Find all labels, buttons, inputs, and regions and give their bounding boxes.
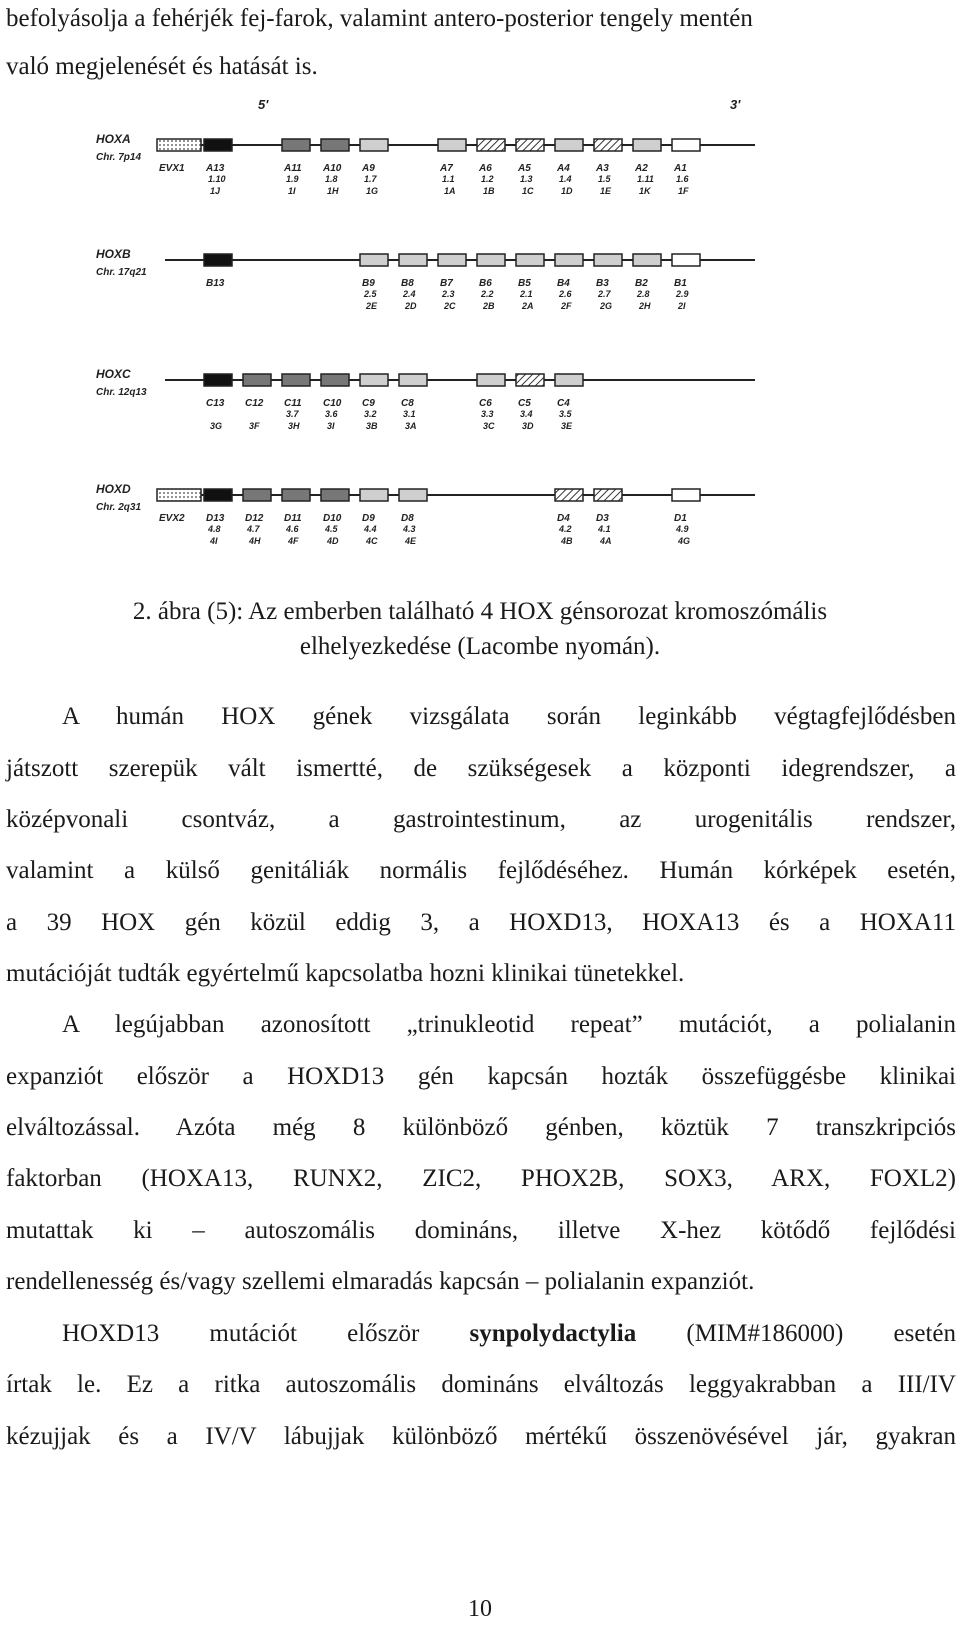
cluster-chromosome: Chr. 7p14 — [96, 152, 142, 163]
gene-alt-number: 2.8 — [637, 289, 650, 299]
gene-alt-code: 1H — [327, 186, 339, 196]
gene-alt-code: 3A — [405, 421, 417, 431]
gene-label: B3 — [596, 278, 609, 289]
gene-alt-code: 4F — [288, 536, 299, 546]
cluster-name: HOXD — [96, 482, 131, 496]
page-number: 10 — [468, 1596, 492, 1622]
gene-alt-code: 4H — [249, 536, 261, 546]
gene-alt-code: 2B — [483, 301, 495, 311]
body-line-6: mutációját tudták egyértelmű kapcsolatba hozni klinikai tünetekkel. — [6, 960, 685, 987]
gene-box — [672, 489, 700, 501]
gene-box — [438, 139, 466, 151]
gene-alt-code: 4E — [405, 536, 417, 546]
body-line-11: mutattak ki – autoszomális domináns, illetve X-hez kötődő fejlődési — [6, 1217, 956, 1244]
cluster-chromosome: Chr. 12q13 — [96, 387, 147, 398]
cluster-chromosome: Chr. 17q21 — [96, 267, 147, 278]
gene-label: C4 — [557, 398, 570, 409]
three-prime-label: 3' — [730, 97, 741, 112]
gene-box — [321, 139, 349, 151]
body-line-12: rendellenesség és/vagy szellemi elmaradás kapcsán – polialanin expanziót. — [6, 1268, 755, 1295]
gene-box — [633, 254, 661, 266]
gene-alt-number: 4.2 — [559, 524, 572, 534]
gene-alt-code: 1G — [366, 186, 379, 196]
gene-alt-code: 3D — [522, 421, 534, 431]
gene-label: D8 — [401, 513, 414, 524]
gene-box — [633, 139, 661, 151]
gene-alt-code: 1C — [522, 186, 534, 196]
gene-label: B1 — [674, 278, 687, 289]
body-line-2: játszott szerepük vált ismertté, de szükségesek a központi idegrendszer, a — [6, 755, 956, 782]
gene-label: C8 — [401, 398, 414, 409]
gene-label: A5 — [518, 163, 531, 174]
gene-alt-number: 2.6 — [559, 289, 572, 299]
gene-alt-code: 4B — [561, 536, 573, 546]
gene-label: C11 — [284, 398, 302, 409]
gene-label: A3 — [596, 163, 609, 174]
cluster-hoxc — [96, 367, 755, 431]
gene-label: D10 — [323, 513, 342, 524]
gene-box — [243, 489, 271, 501]
gene-alt-code: 3F — [249, 421, 260, 431]
gene-alt-code: 2A — [522, 301, 534, 311]
gene-alt-number: 1.9 — [286, 174, 299, 184]
gene-alt-code: 2F — [561, 301, 572, 311]
gene-label: D9 — [362, 513, 375, 524]
gene-alt-code: 1I — [288, 186, 296, 196]
gene-alt-number: 1.7 — [364, 174, 377, 184]
gene-alt-code: 4D — [327, 536, 339, 546]
cluster-hoxd — [96, 482, 755, 546]
gene-alt-code: 3E — [561, 421, 573, 431]
gene-box — [282, 374, 310, 386]
gene-alt-number: 4.9 — [676, 524, 689, 534]
gene-box — [399, 374, 427, 386]
gene-label: A1 — [674, 163, 687, 174]
gene-alt-number: 2.3 — [442, 289, 455, 299]
gene-label: C9 — [362, 398, 375, 409]
gene-label: A13 — [206, 163, 225, 174]
gene-box — [477, 254, 505, 266]
gene-alt-code: 4G — [678, 536, 691, 546]
cluster-chromosome: Chr. 2q31 — [96, 502, 142, 513]
gene-box — [477, 139, 505, 151]
gene-box — [438, 254, 466, 266]
body-line-9: elváltozással. Azóta még 8 különböző génben, köztük 7 transzkripciós — [6, 1114, 956, 1141]
intro-line-1: befolyásolja a fehérjék fej-farok, valamint antero-posterior tengely mentén — [6, 5, 753, 32]
gene-box — [399, 254, 427, 266]
gene-alt-number: 1.1 — [442, 174, 455, 184]
gene-alt-code: 2H — [639, 301, 651, 311]
gene-alt-code: 3B — [366, 421, 378, 431]
gene-box — [594, 489, 622, 501]
gene-label: C13 — [206, 398, 225, 409]
gene-box — [243, 374, 271, 386]
gene-label: A6 — [479, 163, 492, 174]
cluster-hoxb — [96, 247, 755, 311]
gene-alt-code: 2D — [405, 301, 417, 311]
gene-label: A10 — [323, 163, 342, 174]
cluster-name: HOXA — [96, 132, 131, 146]
body-line-13-part-a: HOXD13 mutációt először — [62, 1320, 420, 1347]
gene-alt-number: 4.8 — [208, 524, 221, 534]
gene-alt-number: 1.10 — [208, 174, 226, 184]
five-prime-label: 5' — [258, 97, 269, 112]
gene-alt-number: 4.6 — [286, 524, 299, 534]
gene-box — [477, 374, 505, 386]
gene-box — [594, 139, 622, 151]
gene-label: B6 — [479, 278, 492, 289]
figure-caption-line-1: 2. ábra (5): Az emberben található 4 HOX génsorozat kromoszómális — [132, 598, 828, 625]
gene-box — [157, 139, 201, 151]
body-line-15: kézujjak és a IV/V lábujjak különböző mértékű összenövésével jár, gyakran — [6, 1423, 956, 1450]
body-line-13-part-c: (MIM#186000) esetén — [686, 1320, 957, 1347]
gene-box — [360, 139, 388, 151]
gene-box — [672, 254, 700, 266]
body-line-8: expanziót először a HOXD13 gén kapcsán hozták összefüggésbe klinikai — [6, 1063, 956, 1090]
gene-box — [594, 254, 622, 266]
gene-alt-code: 1B — [483, 186, 495, 196]
gene-label: C5 — [518, 398, 531, 409]
cluster-hoxa — [96, 132, 755, 196]
gene-box — [204, 374, 232, 386]
gene-box — [204, 489, 232, 501]
gene-alt-number: 2.2 — [481, 289, 494, 299]
body-line-7: A legújabban azonosított „trinukleotid repeat” mutációt, a polialanin — [62, 1011, 956, 1038]
gene-alt-number: 1.11 — [637, 174, 654, 184]
gene-label: C10 — [323, 398, 342, 409]
figure-caption-line-2: elhelyezkedése (Lacombe nyomán). — [299, 633, 661, 660]
gene-alt-number: 4.1 — [598, 524, 611, 534]
gene-box — [204, 254, 232, 266]
gene-alt-number: 2.9 — [676, 289, 689, 299]
gene-alt-code: 1D — [561, 186, 573, 196]
gene-label: D3 — [596, 513, 609, 524]
body-line-10: faktorban (HOXA13, RUNX2, ZIC2, PHOX2B, SOX3, ARX, FOXL2) — [6, 1165, 956, 1192]
gene-box — [555, 489, 583, 501]
gene-alt-code: 1F — [678, 186, 689, 196]
gene-alt-number: 4.3 — [403, 524, 416, 534]
body-line-1: A humán HOX gének vizsgálata során leginkább végtagfejlődésben — [62, 703, 956, 730]
gene-box — [555, 139, 583, 151]
gene-box — [204, 139, 232, 151]
gene-box — [555, 374, 583, 386]
gene-alt-number: 3.5 — [559, 409, 572, 419]
gene-label: D11 — [284, 513, 302, 524]
gene-label: EVX1 — [159, 163, 185, 174]
gene-label: D12 — [245, 513, 264, 524]
gene-box — [672, 139, 700, 151]
gene-alt-code: 2G — [600, 301, 613, 311]
intro-line-2: való megjelenését és hatását is. — [6, 53, 318, 80]
gene-alt-code: 1E — [600, 186, 612, 196]
gene-box — [360, 254, 388, 266]
gene-box — [282, 489, 310, 501]
gene-box — [360, 489, 388, 501]
gene-alt-number: 4.4 — [364, 524, 377, 534]
synpolydactylia-term: synpolydactylia — [469, 1320, 637, 1347]
gene-box — [360, 374, 388, 386]
gene-alt-code: 2E — [366, 301, 378, 311]
gene-alt-number: 4.7 — [247, 524, 260, 534]
gene-alt-number: 4.5 — [325, 524, 338, 534]
gene-label: A11 — [284, 163, 302, 174]
gene-alt-number: 3.6 — [325, 409, 338, 419]
gene-alt-number: 1.4 — [559, 174, 572, 184]
gene-label: D13 — [206, 513, 225, 524]
gene-label: B2 — [635, 278, 648, 289]
gene-alt-number: 2.5 — [364, 289, 377, 299]
gene-alt-number: 3.2 — [364, 409, 377, 419]
gene-box — [282, 139, 310, 151]
gene-alt-number: 3.7 — [286, 409, 299, 419]
gene-alt-number: 1.2 — [481, 174, 494, 184]
gene-box — [157, 489, 201, 501]
cluster-name: HOXC — [96, 367, 131, 381]
hox-cluster-figure — [90, 95, 810, 595]
gene-alt-number: 3.1 — [403, 409, 416, 419]
gene-alt-code: 4I — [210, 536, 218, 546]
gene-alt-code: 4C — [366, 536, 378, 546]
gene-alt-number: 1.5 — [598, 174, 611, 184]
gene-alt-number: 1.8 — [325, 174, 338, 184]
gene-box — [321, 374, 349, 386]
body-line-5: a 39 HOX gén közül eddig 3, a HOXD13, HOXA13 és a HOXA11 — [6, 909, 956, 936]
gene-label: A9 — [362, 163, 375, 174]
gene-alt-code: 3C — [483, 421, 495, 431]
gene-alt-code: 3H — [288, 421, 300, 431]
gene-box — [516, 374, 544, 386]
gene-label: A4 — [557, 163, 570, 174]
gene-label: B5 — [518, 278, 531, 289]
gene-label: C12 — [245, 398, 264, 409]
gene-alt-number: 3.3 — [481, 409, 494, 419]
gene-label: B9 — [362, 278, 375, 289]
body-line-4: valamint a külső genitáliák normális fejlődéséhez. Humán kórképek esetén, — [6, 857, 956, 884]
gene-alt-code: 3G — [210, 421, 223, 431]
gene-label: A2 — [635, 163, 648, 174]
gene-box — [399, 489, 427, 501]
gene-alt-number: 2.4 — [403, 289, 416, 299]
gene-alt-number: 3.4 — [520, 409, 533, 419]
gene-label: EVX2 — [159, 513, 185, 524]
gene-label: B4 — [557, 278, 570, 289]
gene-label: B8 — [401, 278, 414, 289]
gene-label: D1 — [674, 513, 687, 524]
gene-box — [555, 254, 583, 266]
gene-alt-code: 1K — [639, 186, 651, 196]
gene-box — [516, 139, 544, 151]
gene-alt-code: 1J — [210, 186, 221, 196]
gene-alt-number: 2.1 — [520, 289, 533, 299]
gene-alt-code: 1A — [444, 186, 456, 196]
cluster-name: HOXB — [96, 247, 131, 261]
body-line-3: középvonali csontváz, a gastrointestinum, az urogenitális rendszer, — [6, 806, 956, 833]
gene-label: B7 — [440, 278, 453, 289]
gene-label: A7 — [440, 163, 453, 174]
gene-alt-number: 1.3 — [520, 174, 533, 184]
body-line-13 — [6, 1319, 956, 1349]
gene-box — [516, 254, 544, 266]
gene-alt-code: 2C — [444, 301, 456, 311]
gene-alt-code: 4A — [600, 536, 612, 546]
body-line-14: írtak le. Ez a ritka autoszomális domináns elváltozás leggyakrabban a III/IV — [6, 1371, 956, 1398]
gene-label: C6 — [479, 398, 492, 409]
gene-alt-code: 3I — [327, 421, 335, 431]
gene-alt-code: 2I — [678, 301, 686, 311]
gene-label: B13 — [206, 278, 225, 289]
gene-alt-number: 2.7 — [598, 289, 611, 299]
gene-box — [321, 489, 349, 501]
gene-label: D4 — [557, 513, 570, 524]
gene-alt-number: 1.6 — [676, 174, 689, 184]
